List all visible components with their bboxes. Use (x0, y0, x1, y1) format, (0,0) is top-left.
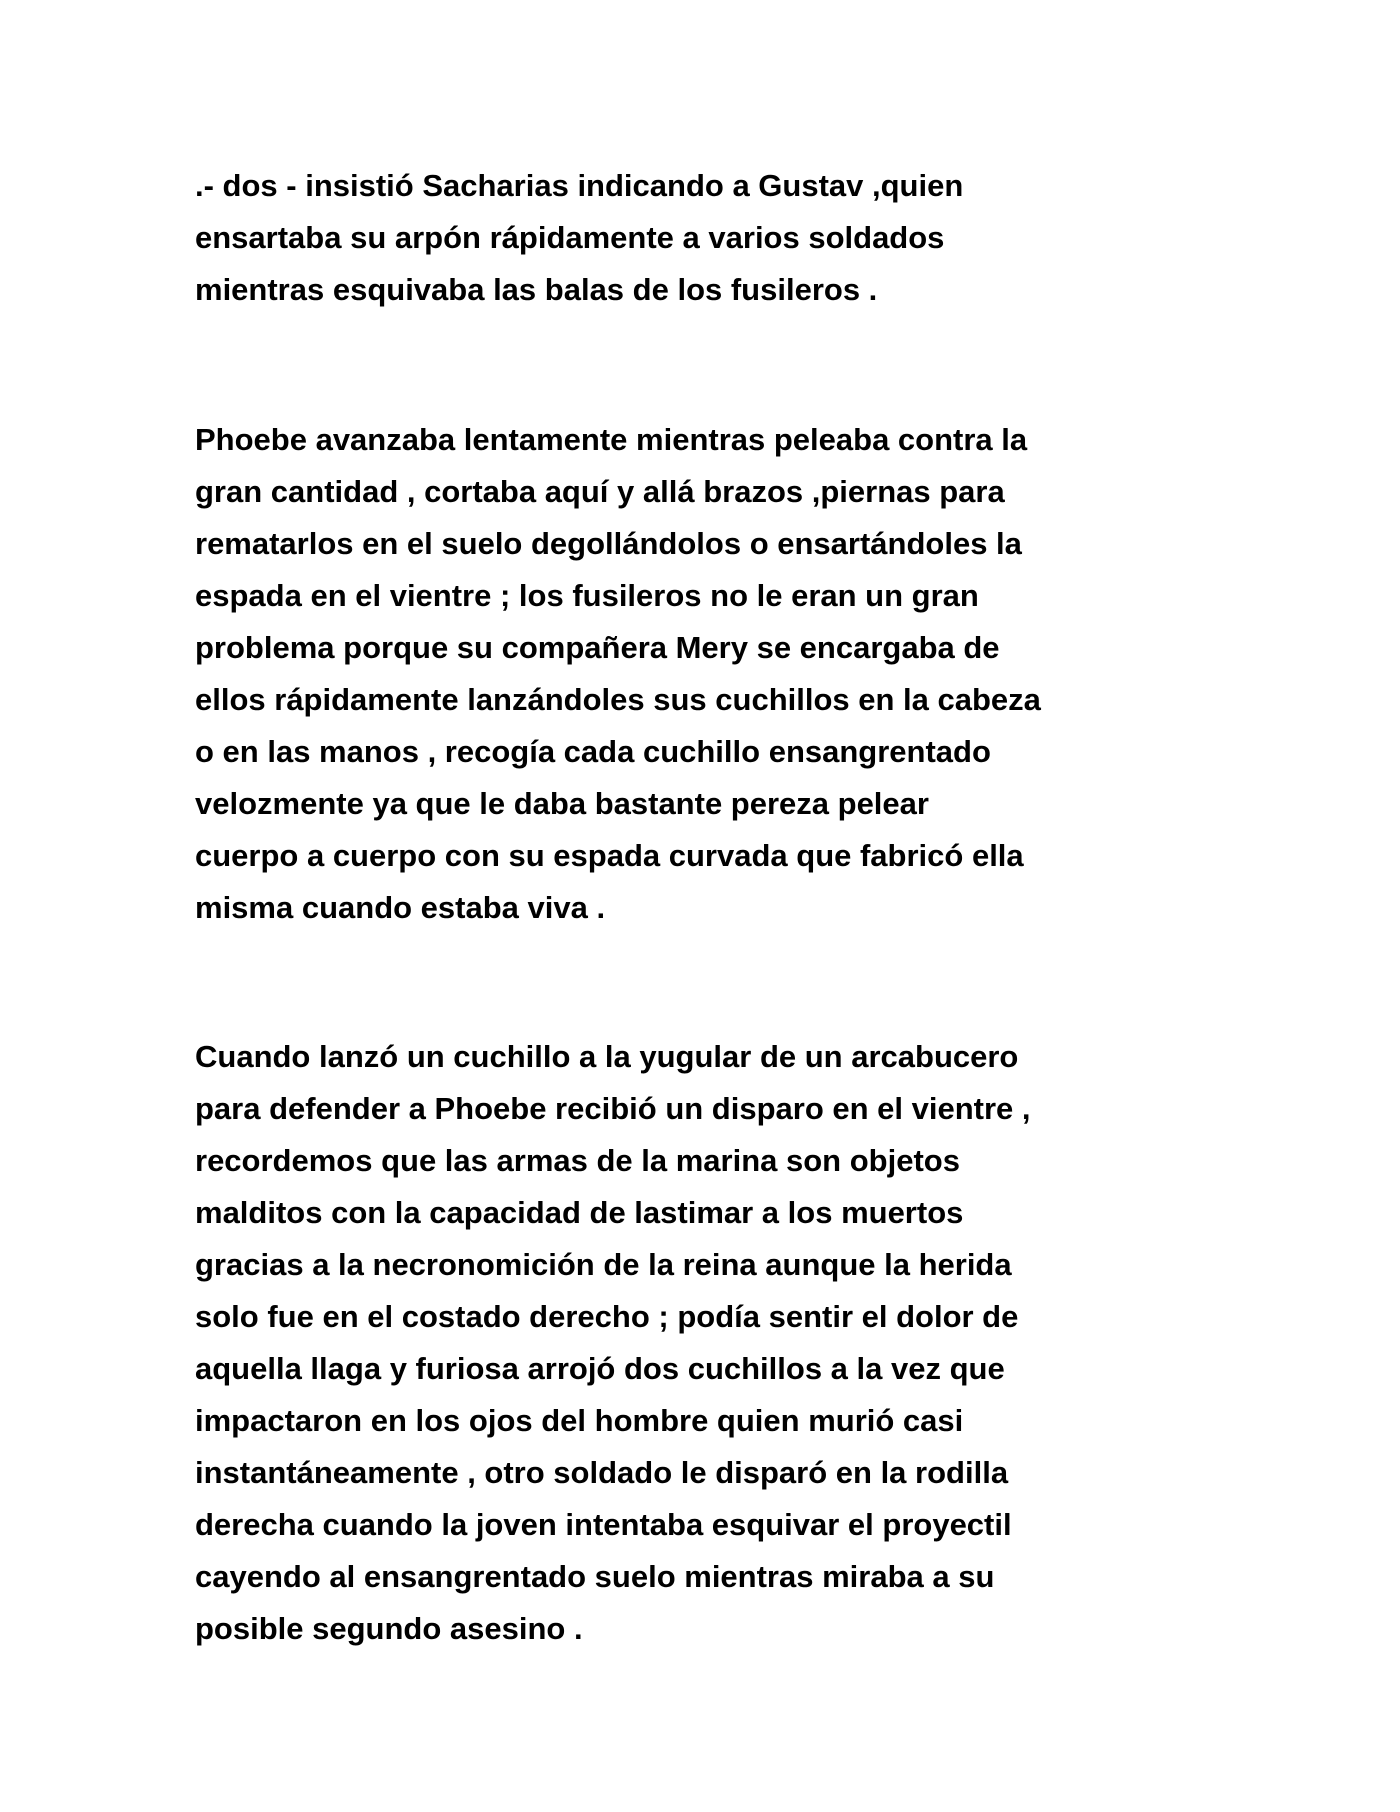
paragraph-line: Cuando lanzó un cuchillo a la yugular de un arcabucero (195, 1039, 1019, 1074)
paragraph-line: derecha cuando la joven intentaba esquivar el proyectil (195, 1507, 1012, 1542)
paragraph-line: gran cantidad , cortaba aquí y allá brazos ,piernas para (195, 474, 1005, 509)
paragraph-line: espada en el vientre ; los fusileros no le eran un gran (195, 578, 979, 613)
paragraph-line: misma cuando estaba viva . (195, 890, 606, 925)
paragraph-1 (195, 160, 1225, 316)
paragraph-line: velozmente ya que le daba bastante pereza pelear (195, 786, 929, 821)
paragraph-line: cayendo al ensangrentado suelo mientras miraba a su (195, 1559, 995, 1594)
paragraph-line: recordemos que las armas de la marina son objetos (195, 1143, 960, 1178)
paragraph-line: ellos rápidamente lanzándoles sus cuchillos en la cabeza (195, 682, 1041, 717)
paragraph-line: .- dos - insistió Sacharias indicando a Gustav ,quien (195, 168, 964, 203)
paragraph-line: o en las manos , recogía cada cuchillo ensangrentado (195, 734, 991, 769)
paragraph-line: rematarlos en el suelo degollándolos o ensartándoles la (195, 526, 1022, 561)
paragraph-line: ensartaba su arpón rápidamente a varios soldados (195, 220, 945, 255)
paragraph-line: posible segundo asesino . (195, 1611, 583, 1646)
paragraph-line: instantáneamente , otro soldado le disparó en la rodilla (195, 1455, 1009, 1490)
paragraph-line: gracias a la necronomición de la reina aunque la herida (195, 1247, 1012, 1282)
paragraph-line: impactaron en los ojos del hombre quien murió casi (195, 1403, 964, 1438)
paragraph-2 (195, 414, 1225, 934)
paragraph-line: aquella llaga y furiosa arrojó dos cuchillos a la vez que (195, 1351, 1005, 1386)
paragraph-line: problema porque su compañera Mery se encargaba de (195, 630, 1000, 665)
paragraph-3 (195, 1031, 1225, 1655)
paragraph-line: solo fue en el costado derecho ; podía sentir el dolor de (195, 1299, 1019, 1334)
paragraph-line: cuerpo a cuerpo con su espada curvada que fabricó ella (195, 838, 1024, 873)
paragraph-line: Phoebe avanzaba lentamente mientras peleaba contra la (195, 422, 1028, 457)
paragraph-line: mientras esquivaba las balas de los fusileros . (195, 272, 878, 307)
paragraph-line: malditos con la capacidad de lastimar a los muertos (195, 1195, 964, 1230)
paragraph-line: para defender a Phoebe recibió un disparo en el vientre , (195, 1091, 1031, 1126)
